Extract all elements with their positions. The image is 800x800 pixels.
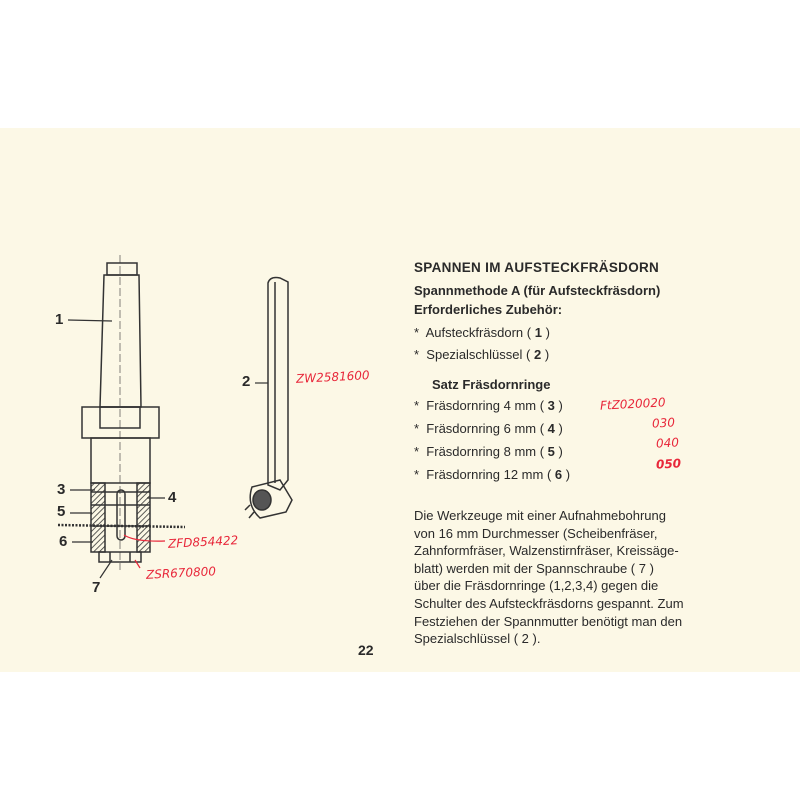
callout-3: 3 bbox=[57, 481, 66, 498]
annotation-screw: ZSR670800 bbox=[145, 564, 217, 582]
accessories-label: Erforderliches Zubehör: bbox=[414, 302, 563, 317]
list-item: * Fräsdornring 4 mm ( 3 ) bbox=[414, 398, 563, 413]
paragraph-line: Zahnformfräser, Walzenstirnfräser, Kreissäge- bbox=[414, 543, 679, 559]
list-item: * Spezialschlüssel ( 2 ) bbox=[414, 347, 550, 362]
ring-set-label: Satz Fräsdornringe bbox=[432, 377, 551, 392]
arbor-drawing bbox=[58, 255, 185, 570]
body-paragraph bbox=[414, 507, 684, 648]
method-line: Spannmethode A (für Aufsteckfräsdorn) bbox=[414, 283, 661, 298]
paragraph-line: blatt) werden mit der Spannschraube ( 7 ) bbox=[414, 560, 654, 576]
wrench-drawing bbox=[245, 278, 292, 518]
callout-2: 2 bbox=[242, 373, 251, 390]
callout-5: 5 bbox=[57, 503, 66, 520]
annotation-ring-6mm: 030 bbox=[651, 415, 676, 431]
list-item: * Fräsdornring 8 mm ( 5 ) bbox=[414, 444, 563, 459]
paragraph-line: von 16 mm Durchmesser (Scheibenfräser, bbox=[414, 525, 658, 541]
callout-4: 4 bbox=[168, 489, 177, 506]
annotation-ring-8mm: 040 bbox=[655, 435, 680, 451]
annotation-wrench: ZW2581600 bbox=[295, 368, 370, 386]
paragraph-line: Schulter des Aufsteckfräsdorns gespannt. Zum bbox=[414, 595, 684, 611]
callout-1: 1 bbox=[55, 311, 64, 328]
annotation-ring-4mm: FtZ020020 bbox=[599, 395, 666, 413]
paragraph-line: Die Werkzeuge mit einer Aufnahmebohrung bbox=[414, 508, 666, 523]
callout-7: 7 bbox=[92, 579, 101, 596]
list-item: * Fräsdornring 12 mm ( 6 ) bbox=[414, 467, 571, 482]
callout-6: 6 bbox=[59, 533, 68, 550]
paragraph-line: Spezialschlüssel ( 2 ). bbox=[414, 631, 541, 647]
heading: SPANNEN IM AUFSTECKFRÄSDORN bbox=[414, 260, 660, 275]
list-item: * Fräsdornring 6 mm ( 4 ) bbox=[414, 421, 563, 436]
paragraph-line: über die Fräsdornringe (1,2,3,4) gegen die bbox=[414, 578, 659, 594]
list-item: * Aufsteckfräsdorn ( 1 ) bbox=[414, 325, 550, 340]
annotation-key: ZFD854422 bbox=[167, 533, 239, 551]
paragraph-line: Festziehen der Spannmutter benötigt man den bbox=[414, 613, 683, 629]
annotation-ring-12mm: 050 bbox=[655, 456, 682, 472]
page-number: 22 bbox=[358, 642, 374, 658]
